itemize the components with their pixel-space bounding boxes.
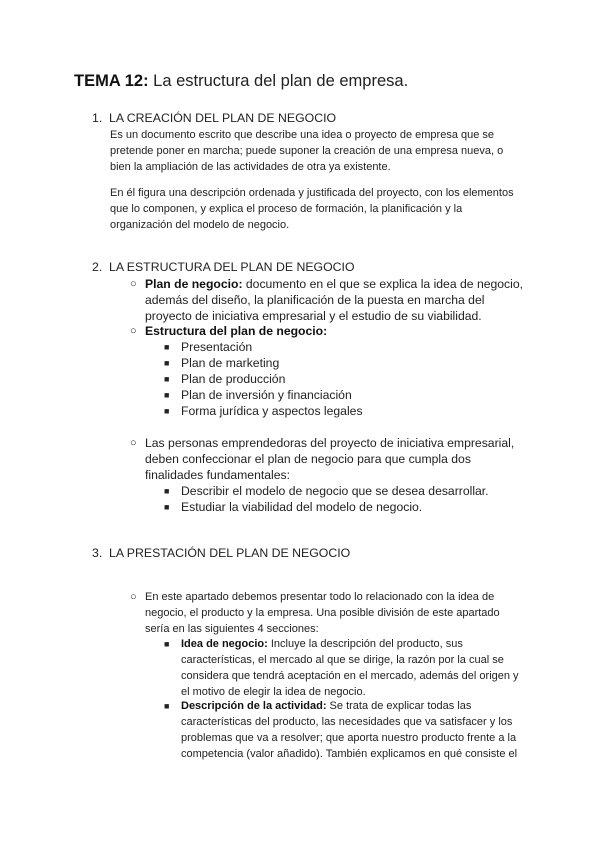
sub-item-text: Plan de producción bbox=[181, 372, 286, 386]
list-item bbox=[130, 589, 525, 637]
circle-bullet-icon: ○ bbox=[130, 325, 137, 337]
sub-list-item bbox=[164, 499, 524, 515]
list-item bbox=[130, 435, 525, 483]
square-bullet-icon: ■ bbox=[164, 406, 170, 416]
square-bullet-icon: ■ bbox=[164, 502, 170, 512]
item-text: documento en el que se explica la idea de negocio, además del diseño, la planificación de la puesta en marcha del proyecto de iniciativa empresarial y el estudio de su viabilidad. bbox=[145, 277, 524, 323]
sub-item-text: Plan de inversión y financiación bbox=[181, 388, 352, 402]
sub-list-item bbox=[164, 339, 524, 355]
sub-list-item bbox=[164, 403, 524, 419]
list-item bbox=[130, 323, 525, 339]
sub-list-item bbox=[164, 636, 524, 700]
circle-bullet-icon: ○ bbox=[130, 437, 137, 449]
section-number: 2. bbox=[92, 260, 103, 274]
sub-item-text: Plan de marketing bbox=[181, 356, 280, 370]
sub-list-item bbox=[164, 483, 524, 499]
square-bullet-icon: ■ bbox=[164, 342, 170, 352]
section-title: LA PRESTACIÓN DEL PLAN DE NEGOCIO bbox=[109, 546, 351, 560]
sub-item-text: Estudiar la viabilidad del modelo de negocio. bbox=[181, 500, 423, 514]
circle-bullet-icon: ○ bbox=[130, 278, 137, 290]
section-title: LA CREACIÓN DEL PLAN DE NEGOCIO bbox=[109, 111, 337, 125]
section-1-heading bbox=[92, 111, 336, 125]
section-number: 1. bbox=[92, 111, 103, 125]
sub-list-item bbox=[164, 371, 524, 387]
square-bullet-icon: ■ bbox=[164, 390, 170, 400]
sub-item-text: Forma jurídica y aspectos legales bbox=[181, 404, 363, 418]
sub-list-item bbox=[164, 698, 524, 762]
circle-bullet-icon: ○ bbox=[130, 591, 137, 603]
list-item bbox=[130, 276, 525, 324]
sub-list-item bbox=[164, 355, 524, 371]
sub-item-text: Describir el modelo de negocio que se desea desarrollar. bbox=[181, 484, 489, 498]
square-bullet-icon: ■ bbox=[164, 486, 170, 496]
sub-item-text: Incluye la descripción del producto, sus características, el mercado al que se dirige, la razón por la cual se considera que tendrá aceptación en el mercado, además del origen y el motivo de elegir la idea de negocio. bbox=[181, 638, 519, 698]
section-2-heading bbox=[92, 260, 355, 274]
paragraph: En él figura una descripción ordenada y justificada del proyecto, con los elementos que lo componen, y explica el proceso de formación, la planificación y la organización del modelo de negocio. bbox=[110, 187, 514, 231]
title-text: La estructura del plan de empresa. bbox=[148, 72, 409, 90]
section-title: LA ESTRUCTURA DEL PLAN DE NEGOCIO bbox=[109, 260, 355, 274]
sub-item-label: Descripción de la actividad: bbox=[181, 700, 327, 712]
sub-list-item bbox=[164, 387, 524, 403]
section-number: 3. bbox=[92, 546, 103, 560]
paragraph: Es un documento escrito que describe una idea o proyecto de empresa que se pretende poner en marcha; puede suponer la creación de una empresa nueva, o bien la ampliación de las actividades de otra ya existente. bbox=[110, 129, 504, 173]
sub-item-text: Se trata de explicar todas las características del producto, las necesidades que va satisfacer y los problemas que va a resolver; que aporta nuestro producto frente a la competencia (valor añadido). También explicamos en qué consiste el bbox=[181, 700, 518, 760]
square-bullet-icon: ■ bbox=[164, 358, 170, 368]
square-bullet-icon: ■ bbox=[164, 374, 170, 384]
sub-item-label: Idea de negocio: bbox=[181, 638, 268, 650]
item-text: En este apartado debemos presentar todo lo relacionado con la idea de negocio, el producto y la empresa. Una posible división de este apartado sería en las siguientes 4 secciones: bbox=[145, 591, 500, 635]
item-label: Plan de negocio: bbox=[145, 277, 243, 291]
sub-item-text: Presentación bbox=[181, 340, 253, 354]
item-label: Estructura del plan de negocio: bbox=[145, 324, 328, 338]
item-text: Las personas emprendedoras del proyecto de iniciativa empresarial, deben confeccionar el plan de negocio para que cumpla dos finalidades fundamentales: bbox=[145, 436, 515, 482]
square-bullet-icon: ■ bbox=[164, 701, 170, 711]
title-label: TEMA 12: bbox=[74, 72, 149, 90]
square-bullet-icon: ■ bbox=[164, 639, 170, 649]
page-title bbox=[74, 72, 408, 91]
section-3-heading bbox=[92, 546, 350, 560]
